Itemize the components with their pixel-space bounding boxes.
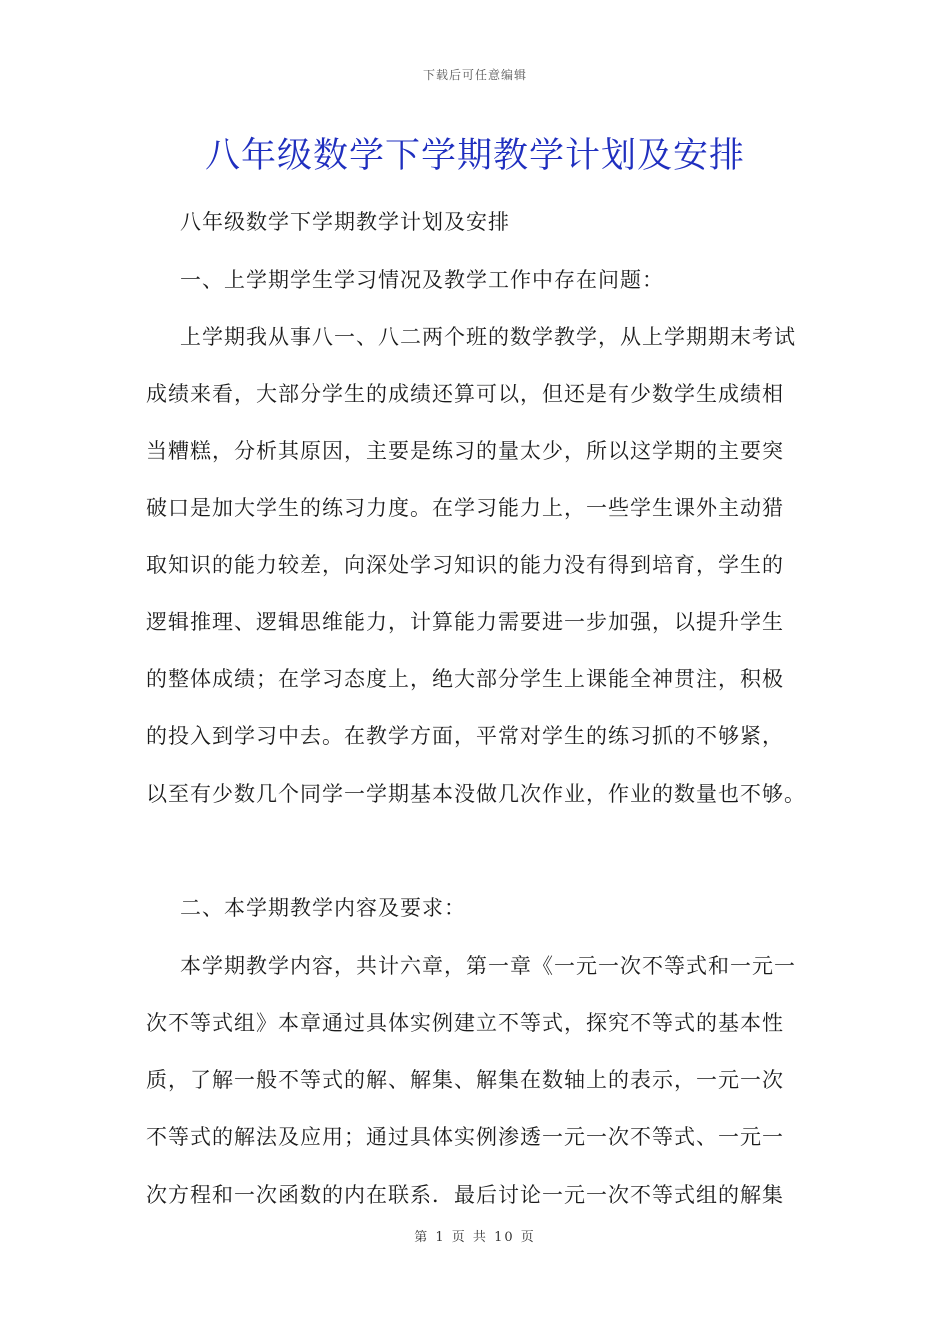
paragraph-line: 成绩来看，大部分学生的成绩还算可以，但还是有少数学生成绩相 (146, 382, 784, 406)
paragraph-line: 的整体成绩；在学习态度上，绝大部分学生上课能全神贯注，积极 (146, 667, 784, 691)
paragraph-line: 不等式的解法及应用；通过具体实例渗透一元一次不等式、一元一 (146, 1125, 784, 1149)
paragraph-line: 次方程和一次函数的内在联系．最后讨论一元一次不等式组的解集 (146, 1183, 784, 1207)
paragraph-line: 质，了解一般不等式的解、解集、解集在数轴上的表示，一元一次 (146, 1068, 784, 1092)
page-label-mid: 页 共 (451, 1230, 488, 1245)
page-number: 1 (435, 1230, 446, 1245)
paragraph-line: 上学期我从事八一、八二两个班的数学教学，从上学期期末考试 (180, 325, 796, 349)
paragraph-line: 的投入到学习中去。在教学方面，平常对学生的练习抓的不够紧， (146, 724, 784, 748)
paragraph-line: 当糟糕，分析其原因，主要是练习的量太少，所以这学期的主要突 (146, 439, 784, 463)
paragraph-line: 次不等式组》本章通过具体实例建立不等式，探究不等式的基本性 (146, 1011, 784, 1035)
paragraph-line: 逻辑推理、逻辑思维能力，计算能力需要进一步加强，以提升学生 (146, 610, 784, 634)
section-heading-1: 一、上学期学生学习情况及教学工作中存在问题： (180, 268, 664, 292)
section-heading-2: 二、本学期教学内容及要求： (180, 896, 466, 920)
header-note: 下载后可任意编辑 (422, 68, 527, 82)
paragraph-subtitle: 八年级数学下学期教学计划及安排 (180, 210, 510, 234)
paragraph-line: 本学期教学内容，共计六章，第一章《一元一次不等式和一元一 (180, 954, 796, 978)
page-title: 八年级数学下学期教学计划及安排 (204, 136, 745, 176)
paragraph-line: 以至有少数几个同学一学期基本没做几次作业，作业的数量也不够。 (146, 782, 806, 806)
page-number-footer (0, 1226, 950, 1245)
document-body (146, 0, 814, 1344)
page-label-prefix: 第 (414, 1230, 430, 1245)
paragraph-line: 取知识的能力较差，向深处学习知识的能力没有得到培育，学生的 (146, 553, 784, 577)
paragraph-line: 破口是加大学生的练习力度。在学习能力上，一些学生课外主动猎 (146, 496, 784, 520)
total-pages: 10 (494, 1230, 515, 1245)
page-label-suffix: 页 (520, 1230, 536, 1245)
